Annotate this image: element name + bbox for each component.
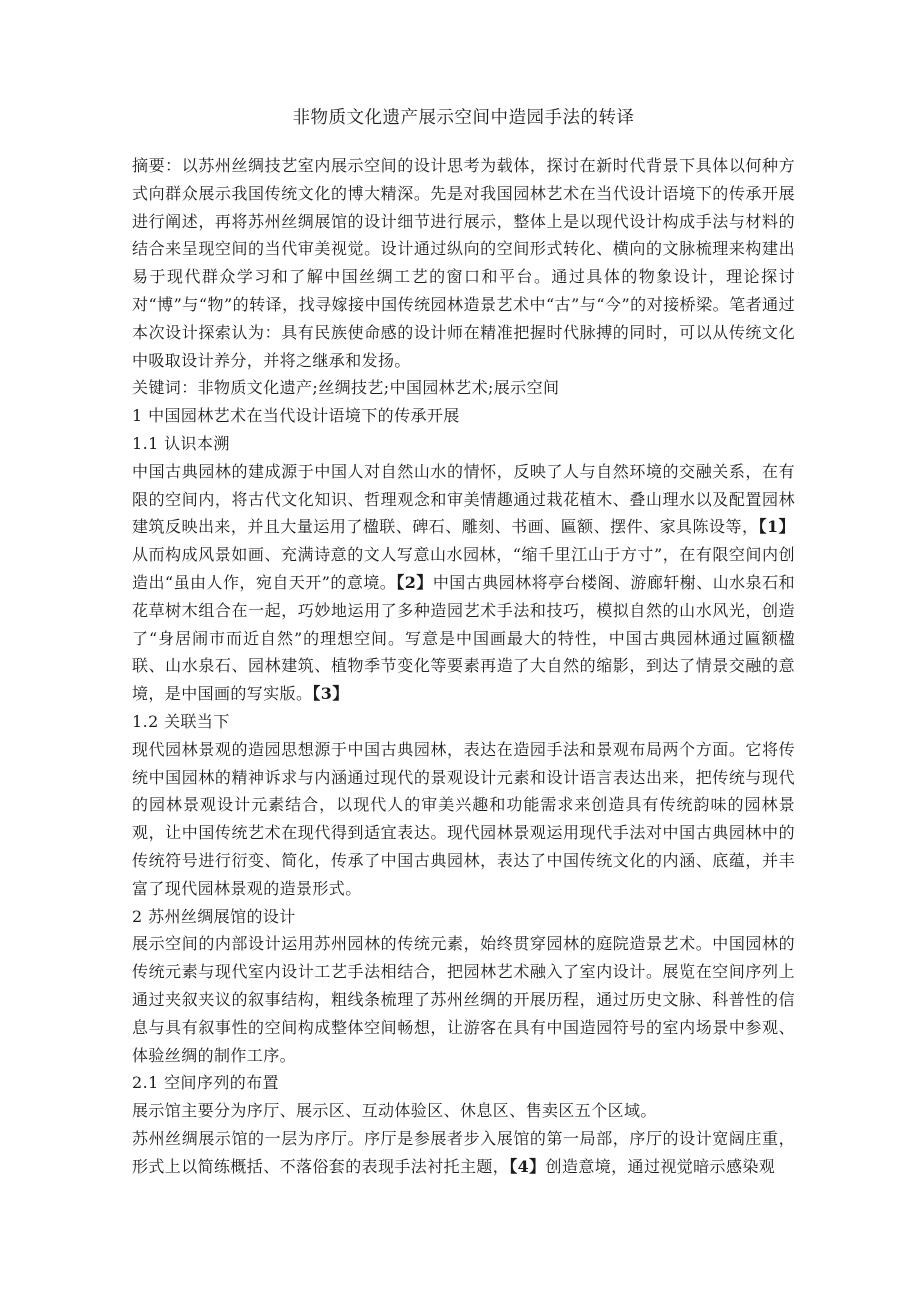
document-body [132, 152, 795, 1180]
section-heading: 2 苏州丝绸展馆的设计 [132, 906, 296, 926]
paragraph: 关键词：非物质文化遗产;丝绸技艺;中国园林艺术;展示空间 [132, 378, 560, 398]
citation-marker: 【2】 [396, 572, 433, 592]
citation-marker: 【3】 [312, 684, 349, 704]
paragraph: 展示空间的内部设计运用苏州园林的传统元素，始终贯穿园林的庭院造景艺术。中国园林的传统元素与现代室内设计工艺手法相结合，把园林艺术融入了室内设计。展览在空间序列上通过夹叙夹议的叙事结构，粗线条梳理了苏州丝绸的开展历程，通过历史文脉、科普性的信息与具有叙事性的空间构成整体空间畅想，让游客在具有中国造园符号的室内场景中参观、体验丝绸的制作工序。 [132, 934, 795, 1065]
section-heading: 1 中国园林艺术在当代设计语境下的传承开展 [132, 406, 460, 426]
paragraph: 中国古典园林的建成源于中国人对自然山水的情怀，反映了人与自然环境的交融关系，在有限的空间内，将古代文化知识、哲理观念和审美情趣通过栽花植木、叠山理水以及配置园林建筑反映出来，并且大量运用了楹联、碑石、雕刻、书画、匾额、摆件、家具陈设等，【1】从而构成风景如画、充满诗意的文人写意山水园林，“缩千里江山于方寸”，在有限空间内创造出“虽由人作，宛自天开”的意境。【2】中国古典园林将亭台楼阁、游廊轩榭、山水泉石和花草树木组合在一起，巧妙地运用了多种造园艺术手法和技巧，模拟自然的山水风光，创造了“身居闹市而近自然”的理想空间。写意是中国画最大的特性，中国古典园林通过匾额楹联、山水泉石、园林建筑、植物季节变化等要素再造了大自然的缩影，到达了情景交融的意境，是中国画的写实版。【3】 [132, 461, 795, 704]
section-heading: 1.2 关联当下 [132, 711, 230, 731]
paragraph: 摘要：以苏州丝绸技艺室内展示空间的设计思考为载体，探讨在新时代背景下具体以何种方式向群众展示我国传统文化的博大精深。先是对我国园林艺术在当代设计语境下的传承开展进行阐述，再将苏州丝绸展馆的设计细节进行展示，整体上是以现代设计构成手法与材料的结合来呈现空间的当代审美视觉。设计通过纵向的空间形式转化、横向的文脉梳理来构建出易于现代群众学习和了解中国丝绸工艺的窗口和平台。通过具体的物象设计，理论探讨对“博”与“物”的转译，找寻嫁接中国传统园林造景艺术中“古”与“今”的对接桥梁。笔者通过本次设计探索认为：具有民族使命感的设计师在精准把握时代脉搏的同时，可以从传统文化中吸取设计养分，并将之继承和发扬。 [132, 156, 795, 370]
citation-marker: 【1】 [758, 517, 795, 537]
paragraph: 现代园林景观的造园思想源于中国古典园林，表达在造园手法和景观布局两个方面。它将传统中国园林的精神诉求与内涵通过现代的景观设计元素和设计语言表达出来，把传统与现代的园林景观设计元素结合，以现代人的审美兴趣和功能需求来创造具有传统韵味的园林景观，让中国传统艺术在现代得到适宜表达。现代园林景观运用现代手法对中国古典园林中的传统符号进行衍变、简化，传承了中国古典园林，表达了中国传统文化的内涵、底蕴，并丰富了现代园林景观的造景形式。 [132, 739, 795, 898]
paragraph: 苏州丝绸展示馆的一层为序厅。序厅是参展者步入展馆的第一局部，序厅的设计宽阔庄重，形式上以简练概括、不落俗套的表现手法衬托主题，【4】创造意境，通过视觉暗示感染观 [132, 1128, 795, 1176]
document-title: 非物质文化遗产展示空间中造园手法的转译 [292, 108, 635, 128]
section-heading: 1.1 认识本溯 [132, 433, 230, 453]
paragraph: 展示馆主要分为序厅、展示区、互动体验区、休息区、售卖区五个区域。 [132, 1101, 657, 1121]
section-heading: 2.1 空间序列的布置 [132, 1073, 279, 1093]
citation-marker: 【4】 [509, 1156, 546, 1176]
